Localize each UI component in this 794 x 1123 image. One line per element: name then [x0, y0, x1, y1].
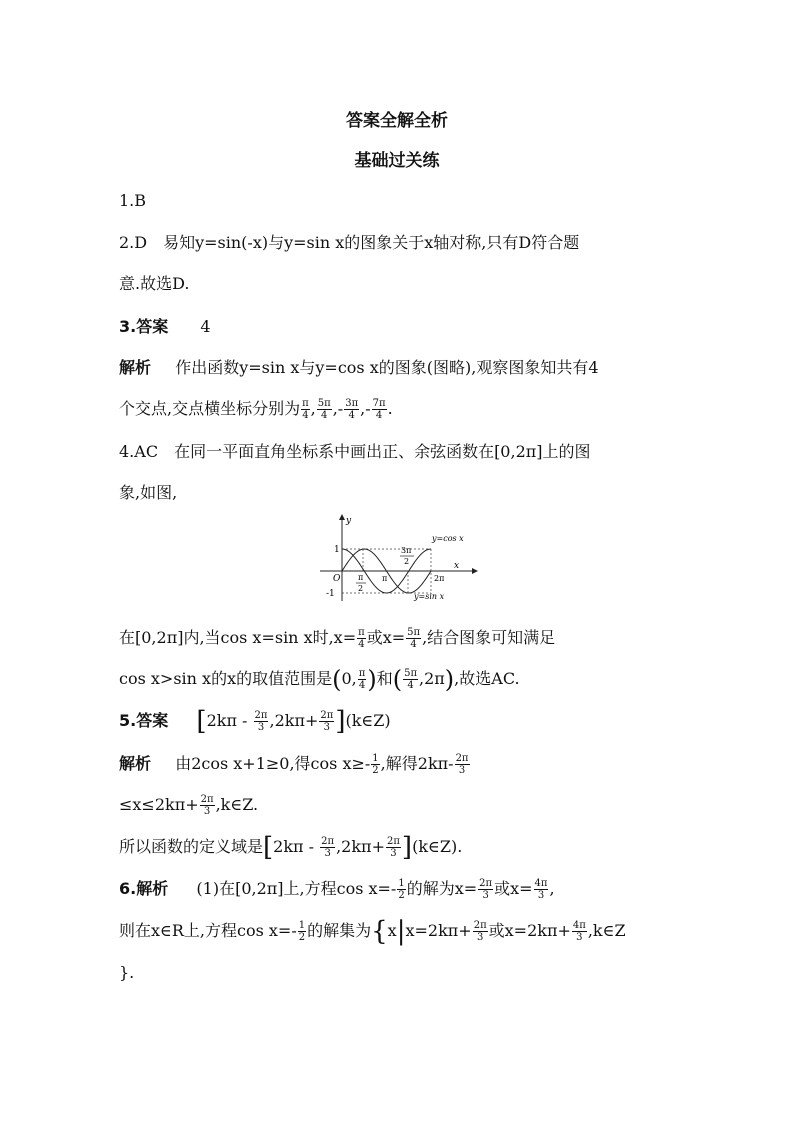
- sin-cos-graph: [318, 513, 478, 603]
- analysis-label: 解析: [119, 754, 152, 773]
- answer-1: 1.B: [119, 191, 147, 210]
- analysis-label: 6.解析: [119, 879, 169, 898]
- text: 个交点,交点横坐标分别为: [119, 399, 301, 418]
- answer-4-line1: 4.AC 在同一平面直角坐标系中画出正、余弦函数在[0,2π]上的图: [119, 442, 591, 461]
- y-neg-one-label: -1: [326, 589, 335, 599]
- analysis-text: 作出函数y=sin x与y=cos x的图象(图略),观察图象知共有4: [175, 358, 599, 377]
- answer-5-line3: ≤x≤2kπ+ $\frac{2\pi}{3}$ ,k∈Z.: [119, 794, 259, 817]
- answer-5-head: 5.答案 [2kπ - $\frac{2\pi}{3}$ ,2kπ+ $\frac{2\pi}{3}$ ](k∈Z): [119, 706, 391, 737]
- page-title: 答案全解全析: [346, 111, 448, 131]
- fraction: $\frac{2\pi}{3}$: [320, 710, 334, 733]
- answer-3-line2: 个交点,交点横坐标分别为 $\frac{\pi}{4}$ , $\frac{5\pi}{4}$ ,- $\frac{3\pi}{4}$ ,- $\frac{7\pi}{4}$ .: [119, 398, 393, 421]
- pi-half-den: 2: [358, 584, 364, 593]
- fraction: $\frac{4\pi}{3}$: [534, 878, 548, 901]
- fraction: $\frac{\pi}{4}$: [358, 627, 365, 650]
- fraction: $\frac{3\pi}{4}$: [345, 398, 359, 421]
- fraction: $\frac{5\pi}{4}$: [407, 627, 421, 650]
- fraction: $\frac{2\pi}{3}$: [386, 836, 400, 859]
- two-pi-label: 2π: [434, 574, 445, 583]
- answer-3-analysis: [119, 357, 599, 379]
- y-axis-label: y: [346, 516, 352, 526]
- fraction: $\frac{2\pi}{3}$: [254, 710, 268, 733]
- fraction: $\frac{2\pi}{3}$: [473, 920, 487, 943]
- origin-label: O: [333, 574, 341, 584]
- answer-5-analysis: 解析 由2cos x+1≥0,得cos x≥- $\frac{1}{2}$ ,解得2kπ- $\frac{2\pi}{3}$: [119, 753, 469, 776]
- fraction: $\frac{2\pi}{3}$: [321, 836, 335, 859]
- fraction: $\frac{2\pi}{3}$: [455, 753, 469, 776]
- answer-value: 4: [200, 317, 211, 336]
- fraction: $\frac{\pi}{4}$: [302, 398, 309, 421]
- x-axis-label: x: [454, 561, 460, 571]
- answer-2-line2: 意.故选D.: [119, 274, 190, 293]
- analysis-label: 解析: [119, 358, 152, 377]
- y-one-label: 1: [334, 545, 340, 555]
- cos-label: y=cos x: [432, 534, 464, 543]
- fraction: $\frac{5\pi}{4}$: [404, 668, 418, 691]
- y-axis-arrow: [339, 514, 345, 520]
- fraction: $\frac{1}{2}$: [298, 920, 306, 943]
- fraction: $\frac{\pi}{4}$: [358, 668, 366, 691]
- fraction: $\frac{5\pi}{4}$: [317, 398, 331, 421]
- answer-2-line1: 2.D 易知y=sin(-x)与y=sin x的图象关于x轴对称,只有D符合题: [119, 233, 580, 252]
- answer-4-line3: 在[0,2π]内,当cos x=sin x时,x= $\frac{\pi}{4}$ 或x= $\frac{5\pi}{4}$ ,结合图象可知满足: [119, 627, 556, 650]
- section-title: 基础过关练: [354, 151, 440, 171]
- three-pi-half-num: 3π: [401, 546, 412, 555]
- fraction: $\frac{2\pi}{3}$: [200, 794, 214, 817]
- answer-6-line3: }.: [119, 963, 135, 982]
- sin-label: y=sin x: [414, 592, 445, 601]
- answer-label: 3.答案: [119, 317, 169, 336]
- answer-5-line4: 所以函数的定义域是[2kπ - $\frac{2\pi}{3}$ ,2kπ+ $\frac{2\pi}{3}$ ](k∈Z).: [119, 832, 463, 863]
- fraction: $\frac{7\pi}{4}$: [372, 398, 386, 421]
- answer-4-line2: 象,如图,: [119, 483, 178, 502]
- fraction: $\frac{1}{2}$: [398, 878, 405, 901]
- three-pi-half-den: 2: [404, 557, 410, 566]
- answer-6-line1: 6.解析 (1)在[0,2π]上,方程cos x=- $\frac{1}{2}$ 的解为x= $\frac{2\pi}{3}$ 或x= $\frac{4\pi}{3}$ ,: [119, 878, 555, 901]
- pi-label: π: [382, 574, 388, 583]
- answer-3-head: [119, 316, 211, 338]
- answer-4-line4: cos x>sin x的x的取值范围是(0, $\frac{\pi}{4}$ )和( $\frac{5\pi}{4}$ ,2π),故选AC.: [119, 665, 520, 694]
- fraction: $\frac{1}{2}$: [372, 753, 379, 776]
- answer-label: 5.答案: [119, 711, 169, 730]
- answer-6-line2: 则在x∈R上,方程cos x=- $\frac{1}{2}$ 的解集为{x|x=2kπ+ $\frac{2\pi}{3}$ 或x=2kπ+ $\frac{4\pi}{3}$ ,k∈Z: [119, 916, 626, 947]
- pi-half-num: π: [358, 573, 364, 582]
- fraction: $\frac{2\pi}{3}$: [479, 878, 493, 901]
- fraction: $\frac{4\pi}{3}$: [572, 920, 586, 943]
- x-axis-arrow: [472, 568, 478, 574]
